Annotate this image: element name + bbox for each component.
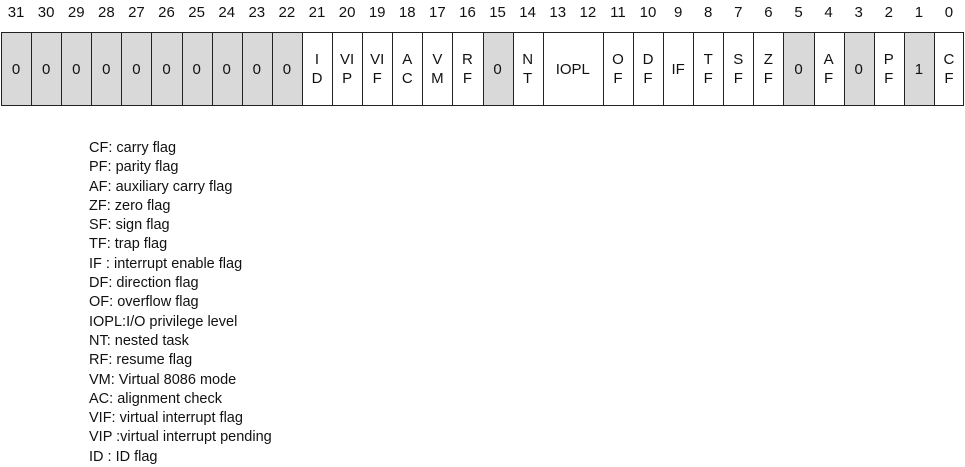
- bit-number-0: 0: [944, 4, 954, 21]
- legend-item: TF: trap flag: [89, 236, 168, 253]
- reserved-bit-24: [212, 32, 242, 106]
- bit-number-24: 24: [218, 4, 236, 21]
- cell-divider: [422, 32, 423, 106]
- legend-item: CF: carry flag: [89, 140, 177, 156]
- cell-label: [556, 60, 590, 79]
- cell-divider: [31, 32, 32, 106]
- cell-label-line: C: [943, 51, 955, 68]
- cell-divider: [874, 32, 875, 106]
- flag-cell-nt: [513, 32, 543, 106]
- bit-number-16: 16: [459, 4, 476, 21]
- cell-divider: [783, 32, 784, 106]
- cell-label: [312, 50, 323, 88]
- legend-item: VIP :virtual interrupt pending: [89, 429, 272, 446]
- cell-label-line: F: [372, 70, 382, 87]
- cell-label-line: 0: [162, 60, 171, 78]
- bit-number-28: 28: [97, 4, 115, 21]
- cell-label-line: F: [763, 70, 773, 87]
- cell-label: [671, 60, 684, 79]
- bit-number-8: 8: [704, 4, 713, 21]
- bit-number-20: 20: [338, 4, 356, 21]
- flag-cell-id: [302, 32, 332, 106]
- cell-label-line: VI: [339, 51, 355, 68]
- bit-number-2: 2: [884, 4, 893, 21]
- cell-label-line: I: [314, 51, 320, 68]
- legend-item: ID : ID flag: [89, 448, 158, 465]
- cell-label-line: 0: [854, 60, 863, 78]
- cell-label-line: D: [642, 51, 654, 68]
- cell-label-line: F: [462, 70, 473, 87]
- reserved-bit-26: [151, 32, 181, 106]
- cell-label-line: 0: [132, 60, 141, 78]
- reserved-bit-30: [31, 32, 61, 106]
- cell-label-line: 0: [41, 60, 51, 78]
- legend-item: DF: direction flag: [89, 275, 199, 292]
- cell-label-line: T: [523, 70, 533, 87]
- cell-label: [102, 60, 110, 79]
- cell-divider: [603, 32, 604, 106]
- cell-label-line: P: [342, 70, 353, 87]
- cell-divider: [543, 32, 544, 106]
- cell-label: [431, 50, 444, 88]
- cell-divider: [242, 32, 243, 106]
- reserved-bit-27: [121, 32, 151, 106]
- bit-number-26: 26: [158, 4, 175, 21]
- cell-label-line: 0: [11, 60, 21, 78]
- reserved-bit-28: [91, 32, 121, 106]
- cell-label: [522, 50, 533, 88]
- flag-cell-zf: [753, 32, 783, 106]
- cell-label-line: F: [643, 70, 653, 87]
- bit-number-3: 3: [854, 4, 863, 21]
- cell-label: [253, 60, 261, 79]
- cell-label: [340, 50, 354, 88]
- cell-label: [283, 60, 291, 79]
- cell-label: [794, 60, 802, 79]
- cell-label: [162, 60, 170, 79]
- cell-label-line: A: [823, 51, 834, 68]
- cell-label-line: N: [522, 51, 534, 68]
- cell-label: [370, 50, 384, 88]
- cell-divider: [693, 32, 694, 106]
- bit-number-12: 12: [579, 4, 597, 21]
- cell-label-line: 1: [914, 60, 924, 78]
- bit-number-29: 29: [67, 4, 85, 21]
- legend-item: PF: parity flag: [89, 159, 179, 176]
- cell-label: [12, 60, 20, 79]
- bit-number-5: 5: [794, 4, 803, 21]
- bit-number-10: 10: [639, 4, 657, 21]
- reserved-bit-15: [483, 32, 513, 106]
- cell-label: [704, 50, 713, 88]
- cell-divider: [212, 32, 213, 106]
- cell-label-line: 0: [192, 60, 201, 78]
- cell-label: [824, 50, 834, 88]
- flag-cell-tf: [693, 32, 723, 106]
- flag-cell-vip: [332, 32, 362, 106]
- cell-label-line: F: [733, 70, 743, 87]
- cell-label-line: IOPL: [555, 60, 590, 78]
- bit-number-19: 19: [368, 4, 386, 21]
- legend-item: VM: Virtual 8086 mode: [89, 371, 237, 388]
- flag-legend: [89, 139, 272, 467]
- reserved-bit-3: [844, 32, 874, 106]
- cell-label-line: D: [311, 70, 323, 87]
- bit-number-21: 21: [308, 4, 326, 21]
- cell-label: [733, 50, 743, 88]
- cell-label-line: T: [703, 51, 713, 68]
- cell-label: [884, 50, 894, 88]
- legend-item: ZF: zero flag: [89, 197, 171, 214]
- bit-number-27: 27: [128, 4, 145, 21]
- cell-divider: [633, 32, 634, 106]
- cell-divider: [61, 32, 62, 106]
- bit-number-22: 22: [278, 4, 296, 21]
- cell-label: [915, 60, 923, 79]
- flag-cell-iopl: [543, 32, 603, 106]
- cell-label: [462, 50, 473, 88]
- cell-label: [944, 50, 955, 88]
- flag-cell-vif: [362, 32, 392, 106]
- flag-cell-df: [633, 32, 663, 106]
- cell-label: [612, 50, 624, 88]
- legend-item: IOPL:I/O privilege level: [89, 313, 238, 330]
- bit-number-31: 31: [7, 4, 25, 21]
- cell-label-line: 0: [252, 60, 261, 78]
- cell-divider: [332, 32, 333, 106]
- cell-divider: [151, 32, 152, 106]
- cell-divider: [302, 32, 303, 106]
- flag-cell-rf: [452, 32, 482, 106]
- cell-label-line: 0: [282, 60, 292, 78]
- cell-label-line: F: [703, 70, 713, 87]
- cell-divider: [753, 32, 754, 106]
- bit-number-6: 6: [764, 4, 773, 21]
- cell-divider: [513, 32, 514, 106]
- reserved-bit-23: [242, 32, 272, 106]
- reserved-bit-1: [904, 32, 934, 106]
- cell-divider: [362, 32, 363, 106]
- cell-label-line: F: [884, 70, 894, 87]
- cell-label-line: Z: [763, 51, 773, 68]
- cell-label: [132, 60, 140, 79]
- bit-number-25: 25: [188, 4, 205, 21]
- cell-label: [764, 50, 773, 88]
- cell-label-line: M: [431, 70, 444, 87]
- cell-label-line: F: [613, 70, 623, 87]
- cell-label-line: V: [432, 51, 443, 68]
- flag-cell-of: [603, 32, 633, 106]
- legend-item: VIF: virtual interrupt flag: [89, 410, 243, 427]
- bit-number-1: 1: [914, 4, 924, 21]
- cell-divider: [182, 32, 183, 106]
- reserved-bit-31: [1, 32, 31, 106]
- cell-label-line: C: [401, 70, 413, 87]
- cell-divider: [91, 32, 92, 106]
- bit-number-13: 13: [549, 4, 567, 21]
- cell-label-line: 0: [493, 60, 502, 78]
- cell-label: [493, 60, 501, 79]
- bit-number-30: 30: [37, 4, 55, 21]
- cell-label-line: 0: [102, 60, 111, 78]
- legend-item: IF : interrupt enable flag: [89, 255, 243, 272]
- cell-divider: [663, 32, 664, 106]
- bit-number-14: 14: [519, 4, 536, 21]
- legend-item: AF: auxiliary carry flag: [89, 178, 233, 195]
- cell-label-line: A: [402, 51, 413, 68]
- bit-number-15: 15: [489, 4, 506, 21]
- cell-label-line: 0: [72, 60, 81, 78]
- cell-label-line: 0: [222, 60, 231, 78]
- cell-label-line: F: [944, 70, 954, 87]
- cell-label: [643, 50, 654, 88]
- cell-divider: [121, 32, 122, 106]
- cell-label: [192, 60, 200, 79]
- cell-label-line: VI: [370, 51, 385, 68]
- cell-divider: [814, 32, 815, 106]
- bit-number-11: 11: [610, 4, 626, 21]
- cell-divider: [723, 32, 724, 106]
- cell-label: [855, 60, 863, 79]
- cell-divider: [452, 32, 453, 106]
- flag-cell-af: [814, 32, 844, 106]
- cell-label-line: IF: [671, 60, 685, 78]
- flag-cell-if: [663, 32, 693, 106]
- bit-number-23: 23: [248, 4, 266, 21]
- reserved-bit-25: [182, 32, 212, 106]
- flag-cell-vm: [422, 32, 452, 106]
- cell-divider: [934, 32, 935, 106]
- flag-cell-sf: [723, 32, 753, 106]
- cell-divider: [392, 32, 393, 106]
- bit-number-18: 18: [398, 4, 416, 21]
- cell-label: [42, 60, 50, 79]
- flag-cell-cf: [934, 32, 964, 106]
- cell-label: [72, 60, 80, 79]
- legend-item: AC: alignment check: [89, 390, 222, 407]
- cell-label: [402, 50, 413, 88]
- legend-item: OF: overflow flag: [89, 294, 199, 311]
- bit-number-4: 4: [824, 4, 833, 21]
- cell-label-line: S: [733, 51, 744, 68]
- legend-item: NT: nested task: [89, 332, 189, 349]
- flag-cell-pf: [874, 32, 904, 106]
- cell-divider: [483, 32, 484, 106]
- bit-number-7: 7: [734, 4, 743, 21]
- cell-label-line: R: [462, 51, 473, 68]
- cell-divider: [844, 32, 845, 106]
- bit-number-9: 9: [673, 4, 683, 21]
- reserved-bit-5: [783, 32, 813, 106]
- bit-number-17: 17: [429, 4, 446, 21]
- reserved-bit-22: [272, 32, 302, 106]
- legend-item: SF: sign flag: [89, 217, 170, 234]
- legend-item: RF: resume flag: [89, 352, 193, 369]
- cell-label-line: O: [612, 51, 624, 68]
- cell-label: [223, 60, 231, 79]
- cell-label-line: 0: [794, 60, 803, 78]
- reserved-bit-29: [61, 32, 91, 106]
- flag-cell-ac: [392, 32, 422, 106]
- cell-divider: [904, 32, 905, 106]
- cell-label-line: P: [883, 51, 894, 68]
- cell-divider: [272, 32, 273, 106]
- cell-label-line: F: [823, 70, 834, 87]
